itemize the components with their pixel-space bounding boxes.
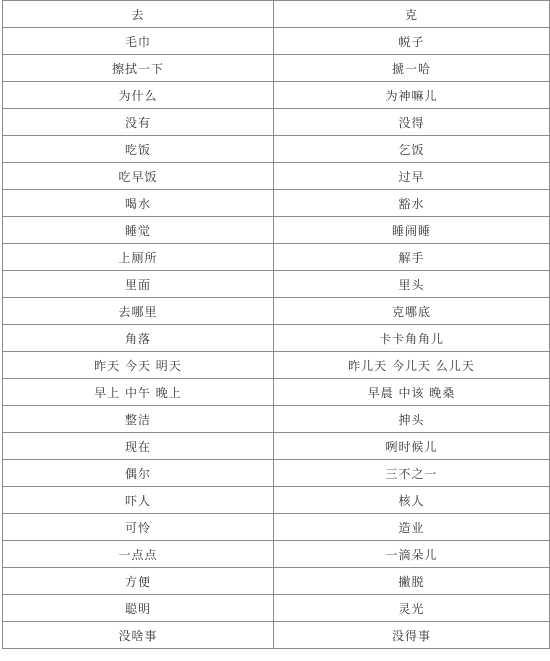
table-row	[3, 460, 550, 487]
table-row	[3, 82, 550, 109]
standard-word-cell: 去	[3, 1, 274, 28]
dialect-word-cell: 没得事	[274, 622, 550, 649]
table-row	[3, 622, 550, 649]
standard-word-cell: 早上 中午 晚上	[3, 379, 274, 406]
standard-word-cell: 吃饭	[3, 136, 274, 163]
standard-word-cell: 里面	[3, 271, 274, 298]
table-row	[3, 568, 550, 595]
standard-word-cell: 一点点	[3, 541, 274, 568]
standard-word-cell: 吃早饭	[3, 163, 274, 190]
standard-word-cell: 擦拭一下	[3, 55, 274, 82]
dialect-word-cell: 搋一哈	[274, 55, 550, 82]
table-row	[3, 379, 550, 406]
standard-word-cell: 昨天 今天 明天	[3, 352, 274, 379]
table-row	[3, 109, 550, 136]
table-row	[3, 190, 550, 217]
dialect-word-cell: 昨儿天 今儿天 么儿天	[274, 352, 550, 379]
standard-word-cell: 整洁	[3, 406, 274, 433]
dialect-word-cell: 卡卡角角儿	[274, 325, 550, 352]
standard-word-cell: 可怜	[3, 514, 274, 541]
table-row	[3, 487, 550, 514]
dialect-word-cell: 三不之一	[274, 460, 550, 487]
dialect-word-cell: 一滴朵儿	[274, 541, 550, 568]
table-row	[3, 244, 550, 271]
table-row	[3, 325, 550, 352]
table-row	[3, 352, 550, 379]
standard-word-cell: 毛巾	[3, 28, 274, 55]
table-row	[3, 217, 550, 244]
dialect-word-cell: 咧时候儿	[274, 433, 550, 460]
dialect-word-cell: 克	[274, 1, 550, 28]
table-row	[3, 595, 550, 622]
dialect-word-cell: 灵光	[274, 595, 550, 622]
standard-word-cell: 为什么	[3, 82, 274, 109]
dialect-word-cell: 过早	[274, 163, 550, 190]
dialect-word-cell: 解手	[274, 244, 550, 271]
standard-word-cell: 吓人	[3, 487, 274, 514]
dialect-word-cell: 没得	[274, 109, 550, 136]
standard-word-cell: 现在	[3, 433, 274, 460]
table-row	[3, 55, 550, 82]
dialect-word-cell: 核人	[274, 487, 550, 514]
standard-word-cell: 去哪里	[3, 298, 274, 325]
dialect-word-cell: 克哪底	[274, 298, 550, 325]
table-row	[3, 163, 550, 190]
standard-word-cell: 没有	[3, 109, 274, 136]
table-row	[3, 433, 550, 460]
dialect-word-cell: 抻头	[274, 406, 550, 433]
standard-word-cell: 没啥事	[3, 622, 274, 649]
dialect-word-cell: 撇脱	[274, 568, 550, 595]
dialect-word-cell: 造业	[274, 514, 550, 541]
table-row	[3, 541, 550, 568]
table-row	[3, 514, 550, 541]
standard-word-cell: 上厕所	[3, 244, 274, 271]
dialect-word-cell: 早晨 中该 晚桑	[274, 379, 550, 406]
table-row	[3, 298, 550, 325]
dialect-word-cell: 睡闹睡	[274, 217, 550, 244]
dialect-word-cell: 里头	[274, 271, 550, 298]
dialect-word-cell: 豁水	[274, 190, 550, 217]
table-row	[3, 1, 550, 28]
table-row	[3, 136, 550, 163]
standard-word-cell: 聪明	[3, 595, 274, 622]
standard-word-cell: 偶尔	[3, 460, 274, 487]
dialect-word-cell: 帨子	[274, 28, 550, 55]
table-row	[3, 28, 550, 55]
dialect-word-cell: 乞饭	[274, 136, 550, 163]
dialect-vocabulary-table	[2, 0, 550, 649]
standard-word-cell: 角落	[3, 325, 274, 352]
table-row	[3, 406, 550, 433]
dialect-word-cell: 为神嘛儿	[274, 82, 550, 109]
standard-word-cell: 喝水	[3, 190, 274, 217]
table-body	[3, 1, 550, 649]
standard-word-cell: 方便	[3, 568, 274, 595]
standard-word-cell: 睡觉	[3, 217, 274, 244]
table-row	[3, 271, 550, 298]
